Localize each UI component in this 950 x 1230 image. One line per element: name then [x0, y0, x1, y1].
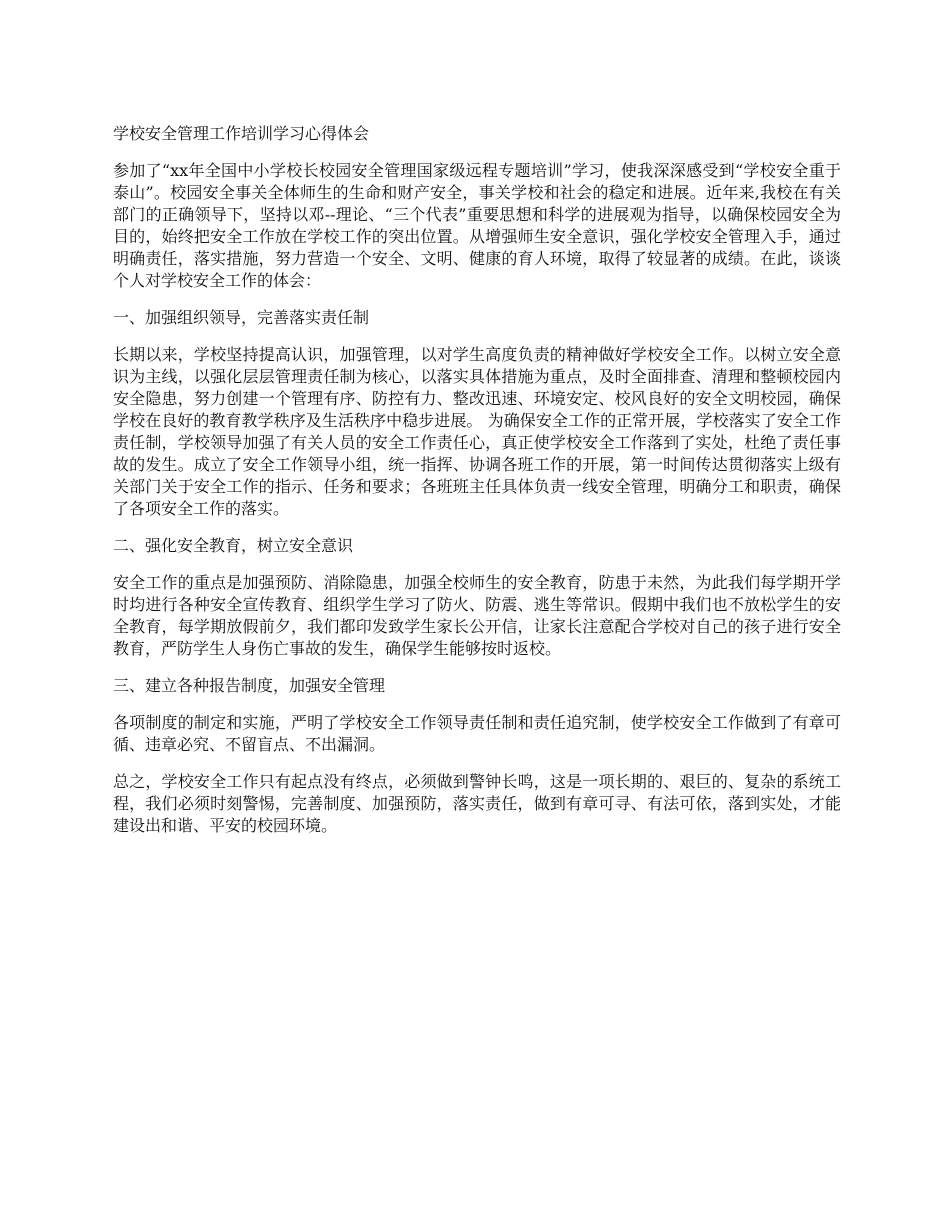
section-3-heading: 三、建立各种报告制度，加强安全管理 — [113, 676, 386, 695]
section-1-body: 长期以来，学校坚持提高认识，加强管理，以对学生高度负责的精神做好学校安全工作。以树立安全意识为主线，以强化层层管理责任制为核心，以落实具体措施为重点，及时全面排查、清理和整顿校园内安全隐患，努力创建一个管理有序、防控有力、整改迅速、环境安定、校风良好的安全文明校园，确保学校在良好的教育教学秩序及生活秩序中稳步进展。 为确保安全工作的正常开展，学校落实了安全工作责任制，学校领导加强了有关人员的安全工作责任心，真正使学校安全工作落到了实处，杜绝了责任事故的发生。成立了安全工作领导小组，统一指挥、协调各班工作的开展，第一时间传达贯彻落实上级有关部门关于安全工作的指示、任务和要求；各班班主任具体负责一线安全管理，明确分工和职责，确保了各项安全工作的落实。 — [113, 345, 841, 518]
section-1-heading: 一、加强组织领导，完善落实责任制 — [113, 308, 370, 327]
conclusion-paragraph: 总之，学校安全工作只有起点没有终点，必须做到警钟长鸣，这是一项长期的、艰巨的、复杂的系统工程，我们必须时刻警惕，完善制度、加强预防，落实责任，做到有章可寻、有法可依，落到实处，才能建设出和谐、平安的校园环境。 — [113, 772, 841, 835]
section-3-body: 各项制度的制定和实施，严明了学校安全工作领导责任制和责任追究制，使学校安全工作做到了有章可循、违章必究、不留盲点、不出漏洞。 — [113, 713, 841, 754]
intro-paragraph: 参加了“xx年全国中小学校长校园安全管理国家级远程专题培训”学习，使我深深感受到“学校安全重于泰山”。校园安全事关全体师生的生命和财产安全，事关学校和社会的稳定和进展。近年来,我校在有关部门的正确领导下，坚持以邓--理论、“三个代表”重要思想和科学的进展观为指导，以确保校园安全为目的，始终把安全工作放在学校工作的突出位置。从增强师生安全意识，强化学校安全管理入手，通过明确责任，落实措施，努力营造一个安全、文明、健康的育人环境，取得了较显著的成绩。在此，谈谈个人对学校安全工作的体会： — [113, 161, 841, 290]
document-title: 学校安全管理工作培训学习心得体会 — [113, 124, 370, 143]
document-page — [113, 122, 841, 852]
section-2-body: 安全工作的重点是加强预防、消除隐患，加强全校师生的安全教育，防患于未然，为此我们每学期开学时均进行各种安全宣传教育、组织学生学习了防火、防震、逃生等常识。假期中我们也不放松学生的安全教育，每学期放假前夕，我们都印发致学生家长公开信，让家长注意配合学校对自己的孩子进行安全教育，严防学生人身伤亡事故的发生，确保学生能够按时返校。 — [113, 573, 841, 658]
section-2-heading: 二、强化安全教育，树立安全意识 — [113, 536, 354, 555]
